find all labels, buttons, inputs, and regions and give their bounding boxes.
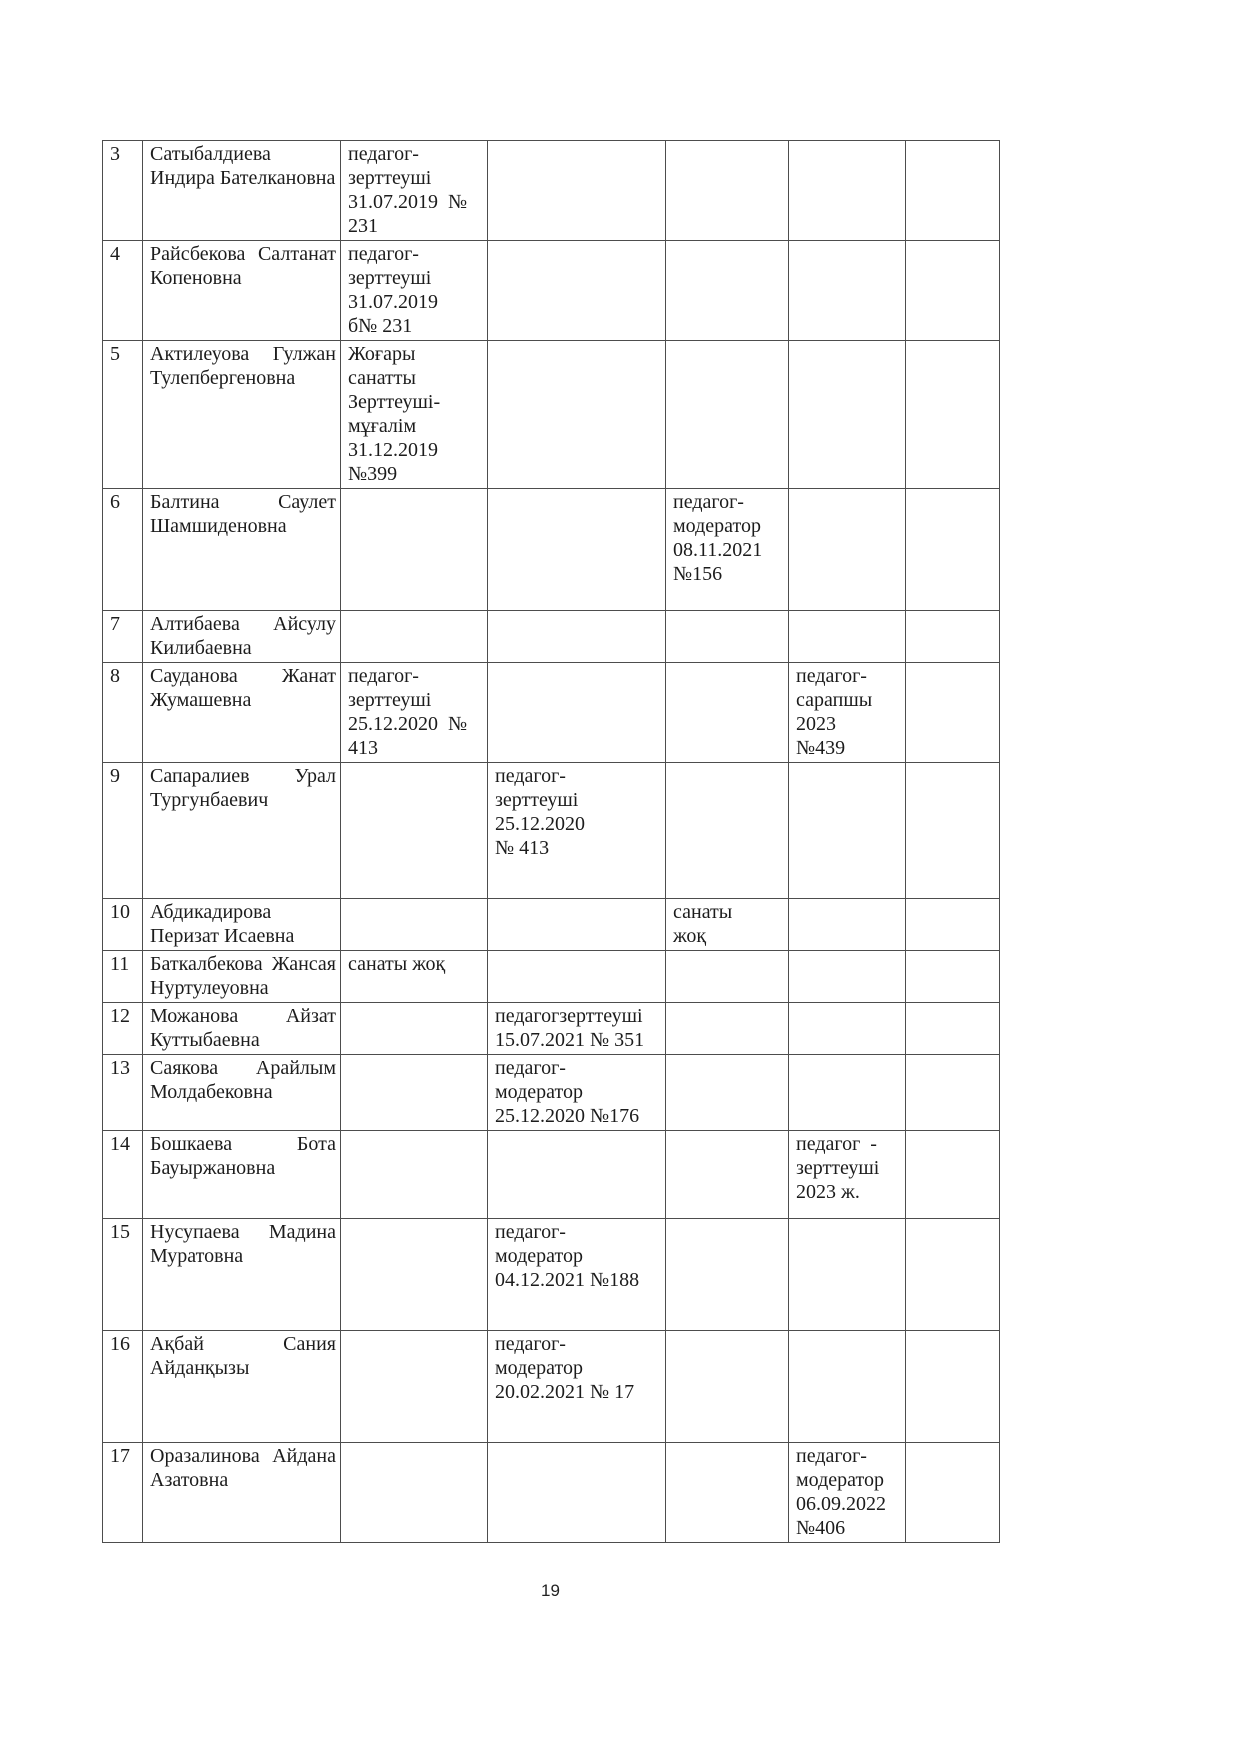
- qualification-cell-col4: [488, 241, 666, 341]
- qualification-cell-col5: [666, 611, 789, 663]
- qualification-cell-col3: [341, 763, 488, 899]
- qualification-cell-col4: [488, 1131, 666, 1219]
- qualification-cell-col6: [789, 489, 906, 611]
- row-number-cell: 14: [103, 1131, 143, 1219]
- page-number: 19: [541, 1581, 560, 1600]
- qualification-cell-col6: [789, 1055, 906, 1131]
- qualification-cell-col5: [666, 663, 789, 763]
- qualification-cell-col5: [666, 1131, 789, 1219]
- row-number-cell: 8: [103, 663, 143, 763]
- row-number-cell: 5: [103, 341, 143, 489]
- row-number-cell: 7: [103, 611, 143, 663]
- table-row: [103, 1219, 1000, 1331]
- qualification-cell-col6: [789, 951, 906, 1003]
- table-row: [103, 241, 1000, 341]
- table-body: [103, 141, 1000, 1543]
- qualification-cell-col6: [789, 341, 906, 489]
- row-number-cell: 6: [103, 489, 143, 611]
- teacher-name-cell: Алтибаева Айсулу Килибаевна: [143, 611, 341, 663]
- empty-cell-col7: [906, 1219, 1000, 1331]
- teacher-name-cell: Ақбай Сания Айданқызы: [143, 1331, 341, 1443]
- empty-cell-col7: [906, 1331, 1000, 1443]
- qualification-cell-col3: [341, 489, 488, 611]
- qualification-cell-col6: [789, 611, 906, 663]
- page-content: [102, 140, 999, 1601]
- empty-cell-col7: [906, 763, 1000, 899]
- qualification-cell-col4: педагог- модератор 25.12.2020 №176: [488, 1055, 666, 1131]
- row-number-cell: 12: [103, 1003, 143, 1055]
- row-number-cell: 16: [103, 1331, 143, 1443]
- qualification-cell-col5: [666, 1443, 789, 1543]
- teacher-name-cell: Абдикадирова Перизат Исаевна: [143, 899, 341, 951]
- qualification-cell-col6: педагог- модератор 06.09.2022 №406: [789, 1443, 906, 1543]
- teacher-name-cell: Оразалинова Айдана Азатовна: [143, 1443, 341, 1543]
- qualification-cell-col4: [488, 951, 666, 1003]
- qualification-cell-col6: [789, 1219, 906, 1331]
- teacher-name-cell: Нусупаева Мадина Муратовна: [143, 1219, 341, 1331]
- qualification-cell-col6: [789, 1331, 906, 1443]
- qualification-cell-col6: [789, 763, 906, 899]
- empty-cell-col7: [906, 1131, 1000, 1219]
- teacher-name-cell: Балтина Саулет Шамшиденовна: [143, 489, 341, 611]
- qualification-cell-col5: [666, 1219, 789, 1331]
- teacher-qualification-table: [102, 140, 1000, 1543]
- qualification-cell-col5: [666, 1055, 789, 1131]
- teacher-name-cell: Сауданова Жанат Жумашевна: [143, 663, 341, 763]
- empty-cell-col7: [906, 489, 1000, 611]
- table-row: [103, 1331, 1000, 1443]
- qualification-cell-col5: [666, 1003, 789, 1055]
- qualification-cell-col4: педагог- модератор 04.12.2021 №188: [488, 1219, 666, 1331]
- teacher-name-cell: Саякова Арайлым Молдабековна: [143, 1055, 341, 1131]
- empty-cell-col7: [906, 951, 1000, 1003]
- qualification-cell-col5: [666, 951, 789, 1003]
- row-number-cell: 9: [103, 763, 143, 899]
- teacher-name-cell: Сатыбалдиева Индира Бателкановна: [143, 141, 341, 241]
- table-row: [103, 663, 1000, 763]
- qualification-cell-col3: педагог- зерттеуші 25.12.2020 № 413: [341, 663, 488, 763]
- qualification-cell-col5: [666, 341, 789, 489]
- empty-cell-col7: [906, 899, 1000, 951]
- teacher-name-cell: Сапаралиев Урал Тургунбаевич: [143, 763, 341, 899]
- table-row: [103, 341, 1000, 489]
- teacher-name-cell: Можанова Айзат Куттыбаевна: [143, 1003, 341, 1055]
- row-number-cell: 15: [103, 1219, 143, 1331]
- qualification-cell-col3: педагог- зерттеуші 31.07.2019 № 231: [341, 141, 488, 241]
- qualification-cell-col6: [789, 141, 906, 241]
- qualification-cell-col3: [341, 1055, 488, 1131]
- empty-cell-col7: [906, 1055, 1000, 1131]
- table-row: [103, 1131, 1000, 1219]
- qualification-cell-col4: [488, 489, 666, 611]
- qualification-cell-col4: [488, 663, 666, 763]
- qualification-cell-col5: [666, 1331, 789, 1443]
- row-number-cell: 10: [103, 899, 143, 951]
- qualification-cell-col4: педагогзерттеуші 15.07.2021 № 351: [488, 1003, 666, 1055]
- table-row: [103, 1055, 1000, 1131]
- qualification-cell-col5: [666, 241, 789, 341]
- empty-cell-col7: [906, 341, 1000, 489]
- teacher-name-cell: Бошкаева Бота Бауыржановна: [143, 1131, 341, 1219]
- qualification-cell-col3: [341, 1003, 488, 1055]
- teacher-name-cell: Актилеуова Гулжан Тулепбергеновна: [143, 341, 341, 489]
- qualification-cell-col6: [789, 899, 906, 951]
- table-row: [103, 611, 1000, 663]
- empty-cell-col7: [906, 1003, 1000, 1055]
- teacher-name-cell: Баткалбекова Жансая Нуртулеуовна: [143, 951, 341, 1003]
- qualification-cell-col5: санаты жоқ: [666, 899, 789, 951]
- qualification-cell-col5: [666, 763, 789, 899]
- table-row: [103, 1003, 1000, 1055]
- qualification-cell-col6: педагог - зерттеуші 2023 ж.: [789, 1131, 906, 1219]
- qualification-cell-col3: [341, 611, 488, 663]
- qualification-cell-col3: санаты жоқ: [341, 951, 488, 1003]
- row-number-cell: 3: [103, 141, 143, 241]
- empty-cell-col7: [906, 1443, 1000, 1543]
- qualification-cell-col3: [341, 1219, 488, 1331]
- empty-cell-col7: [906, 241, 1000, 341]
- qualification-cell-col6: педагог- сарапшы 2023 №439: [789, 663, 906, 763]
- row-number-cell: 17: [103, 1443, 143, 1543]
- teacher-name-cell: Райсбекова Салтанат Копеновна: [143, 241, 341, 341]
- table-row: [103, 899, 1000, 951]
- row-number-cell: 4: [103, 241, 143, 341]
- qualification-cell-col4: [488, 341, 666, 489]
- table-row: [103, 141, 1000, 241]
- qualification-cell-col6: [789, 1003, 906, 1055]
- table-row: [103, 763, 1000, 899]
- qualification-cell-col4: педагог- модератор 20.02.2021 № 17: [488, 1331, 666, 1443]
- table-row: [103, 489, 1000, 611]
- row-number-cell: 13: [103, 1055, 143, 1131]
- qualification-cell-col3: [341, 899, 488, 951]
- empty-cell-col7: [906, 611, 1000, 663]
- qualification-cell-col4: [488, 1443, 666, 1543]
- qualification-cell-col3: педагог- зерттеуші 31.07.2019 б№ 231: [341, 241, 488, 341]
- qualification-cell-col5: педагог- модератор 08.11.2021 №156: [666, 489, 789, 611]
- table-row: [103, 951, 1000, 1003]
- qualification-cell-col3: [341, 1131, 488, 1219]
- table-row: [103, 1443, 1000, 1543]
- qualification-cell-col3: [341, 1331, 488, 1443]
- empty-cell-col7: [906, 663, 1000, 763]
- qualification-cell-col3: [341, 1443, 488, 1543]
- qualification-cell-col4: [488, 611, 666, 663]
- empty-cell-col7: [906, 141, 1000, 241]
- qualification-cell-col4: [488, 899, 666, 951]
- qualification-cell-col5: [666, 141, 789, 241]
- qualification-cell-col4: педагог- зерттеуші 25.12.2020 № 413: [488, 763, 666, 899]
- qualification-cell-col6: [789, 241, 906, 341]
- row-number-cell: 11: [103, 951, 143, 1003]
- qualification-cell-col3: Жоғары санатты Зерттеуші- мұғалім 31.12.2019 №399: [341, 341, 488, 489]
- qualification-cell-col4: [488, 141, 666, 241]
